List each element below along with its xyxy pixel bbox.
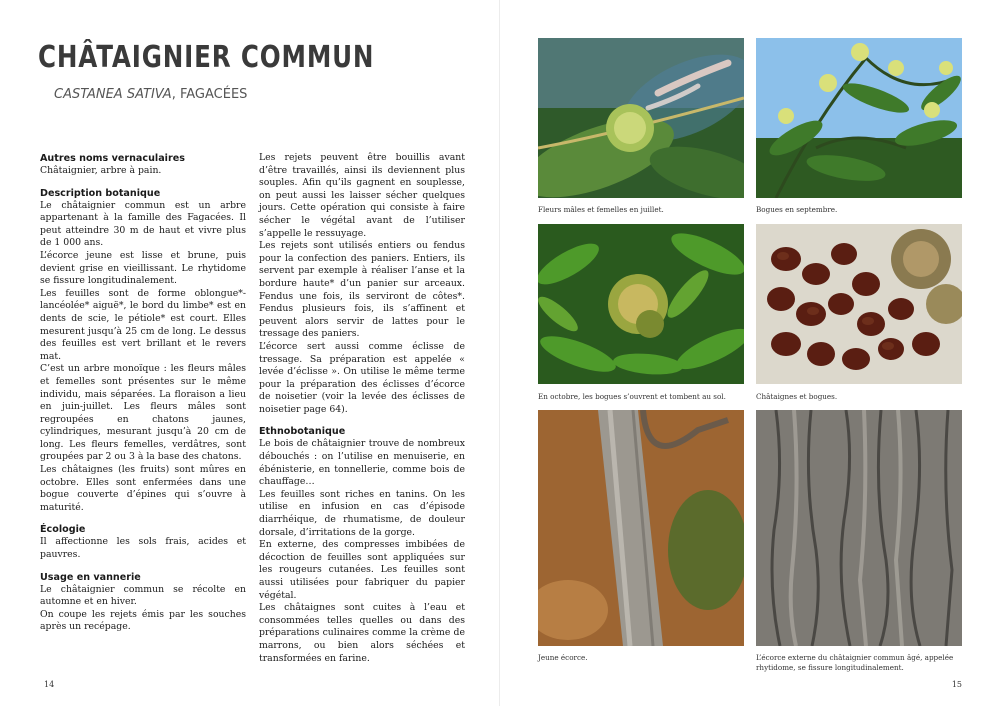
section-heading: Description botanique: [40, 187, 161, 199]
paragraph: Châtaignier, arbre à pain.: [40, 165, 162, 176]
photo-chestnuts: [756, 224, 962, 384]
caption-october: En octobre, les bogues s’ouvrent et tombent au sol.: [538, 392, 726, 401]
latin-name: CASTANEA SATIVA: [54, 87, 172, 102]
paragraph: L’écorce jeune est lisse et brune, puis devient grise en vieillissant. Le rhytidome se fissure longitudinalement.: [40, 249, 246, 287]
page-number-right: 15: [951, 680, 962, 689]
paragraph: On coupe les rejets émis par les souches après un recépage.: [40, 608, 246, 633]
paragraph: Le châtaignier commun se récolte en automne et en hiver.: [40, 583, 246, 608]
page-title: CHÂTAIGNIER COMMUN: [38, 40, 375, 75]
page-number-left: 14: [44, 680, 55, 689]
paragraph: L’écorce sert aussi comme éclisse de tressage. Sa préparation est appelée « levée d’éclisse ». On utilise le même terme pour la préparation des éclisses d’écorce de noisetier (voir la levée des éclisses de noisetier page 64).: [259, 340, 465, 415]
photo-flowers: [538, 38, 744, 198]
caption-young-bark: Jeune écorce.: [538, 653, 588, 662]
text-column-1: [40, 152, 246, 634]
section-heading: Usage en vannerie: [40, 571, 141, 583]
paragraph: Les châtaignes sont cuites à l’eau et consommées telles quelles ou dans des préparations culinaires comme la crème de marrons, ou bien alors séchées et transformées en farine.: [259, 602, 465, 664]
family-name: , FAGACÉES: [171, 87, 248, 102]
paragraph: Les châtaignes (les fruits) sont mûres en octobre. Elles sont enfermées dans une bogue couverte d’épines qui s’ouvre à maturité.: [40, 464, 246, 513]
photo-burs: [756, 38, 962, 198]
section-heading: Autres noms vernaculaires: [40, 153, 185, 164]
caption-chestnuts: Châtaignes et bogues.: [756, 392, 838, 401]
paragraph: Le châtaignier commun est un arbre appartenant à la famille des Fagacées. Il peut atteindre 30 m de haut et vivre plus de 1 000 ans.: [40, 199, 246, 249]
text-column-2: [259, 152, 465, 665]
caption-flowers: Fleurs mâles et femelles en juillet.: [538, 205, 664, 214]
paragraph: Les rejets sont utilisés entiers ou fendus pour la confection des paniers. Entiers, ils servent par exemple à réaliser l’anse et la bordure haute* d’un panier sur arceaux. Fendus une fois, ils serviront de côtes*. Fendus plusieurs fois, ils s’affinent et peuvent alors servir de lattes pour le tressage des paniers.: [259, 240, 465, 340]
paragraph: Il affectionne les sols frais, acides et pauvres.: [40, 536, 246, 561]
caption-old-bark: L’écorce externe du châtaignier commun âgé, appelée rhytidome, se fissure longitudinalement.: [756, 653, 954, 672]
paragraph: Le bois de châtaignier trouve de nombreux débouchés : on l’utilise en menuiserie, en ébénisterie, en tonnellerie, comme bois de chauffage…: [259, 438, 465, 488]
photo-young-bark: [538, 410, 744, 646]
page-subtitle: [54, 87, 247, 102]
caption-burs: Bogues en septembre.: [756, 205, 838, 214]
paragraph: Les feuilles sont de forme oblongue*-lancéolée* aiguë*, le bord du limbe* est en dents de scie, le pétiole* est court. Elles mesurent jusqu’à 25 cm de long. Le dessus des feuilles est vert brillant et le revers mat.: [40, 287, 246, 362]
paragraph: Les rejets peuvent être bouillis avant d’être travaillés, ainsi ils deviennent plus souples. Afin qu’ils gagnent en souplesse, on peut aussi les laisser sécher quelques jours. Cette opération qui consiste à faire sécher le végétal avant de l’utiliser s’appelle le ressuyage.: [259, 152, 465, 239]
paragraph: Les feuilles sont riches en tanins. On les utilise en infusion en cas d’épisode diarrhéique, de rhumatisme, de douleur dorsale, d’irritations de la gorge.: [259, 488, 465, 538]
section-heading: Ethnobotanique: [259, 426, 346, 438]
photo-old-bark: [756, 410, 962, 646]
paragraph: C’est un arbre monoïque : les fleurs mâles et femelles sont présentes sur le même individu, mais séparées. La floraison a lieu en juin-juillet. Les fleurs mâles sont regroupées en chatons jaunes, cylindriques, mesurant jusqu’à 20 cm de long. Les fleurs femelles, verdâtres, sont groupées par 2 ou 3 à la base des chatons.: [40, 363, 246, 463]
paragraph: En externe, des compresses imbibées de décoction de feuilles sont appliquées sur les rougeurs cutanées. Les feuilles sont aussi utilisées pour fabriquer du papier végétal.: [259, 539, 465, 601]
photo-october: [538, 224, 744, 384]
section-heading: Écologie: [40, 524, 86, 536]
